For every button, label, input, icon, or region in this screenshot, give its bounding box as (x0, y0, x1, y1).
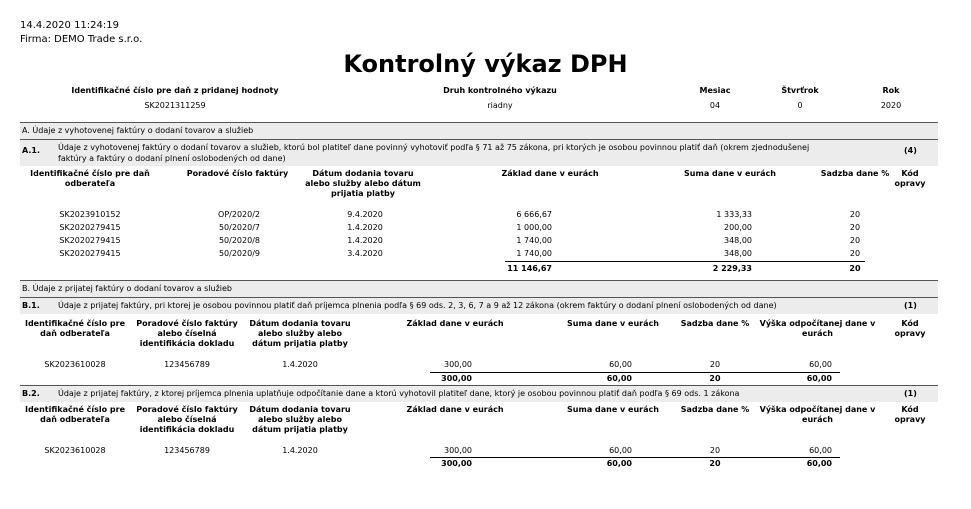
row-id: SK2023610028 (44, 360, 106, 369)
row-deducted: 60,00 (809, 446, 832, 455)
row-date: 1.4.2020 (282, 446, 318, 455)
year-label: Rok (882, 86, 900, 95)
row-tax: 60,00 (609, 360, 632, 369)
row-rate: 20 (709, 360, 721, 369)
row-base: 6 666,67 (516, 210, 552, 219)
row-invoice: 50/2020/9 (218, 249, 260, 258)
col-header-b1-id: Identifikačné číslo pre daň odberateľa (24, 319, 126, 338)
col-header-b2-base: Základ dane v eurách (406, 405, 504, 414)
total-base: 300,00 (441, 374, 472, 383)
total-deducted: 60,00 (806, 459, 832, 468)
subsection-b2-text: Údaje z prijatej faktúry, z ktorej príjemca plnenia uplatňuje odpočítanie dane a ktorú vyhotovil platiteľ dane, ktorý je osobou povinnou platiť daň podľa § 69 ods. 1 zákona (58, 389, 740, 398)
row-rate: 20 (849, 223, 861, 232)
row-id: SK2023910152 (59, 210, 121, 219)
col-header-b1-correction: Kód opravy (894, 319, 926, 338)
row-deducted: 60,00 (809, 360, 832, 369)
row-date: 3.4.2020 (347, 249, 383, 258)
total-tax: 60,00 (606, 374, 632, 383)
row-id: SK2020279415 (59, 236, 121, 245)
col-header-b2-id: Identifikačné číslo pre daň odberateľa (24, 405, 126, 424)
col-header-a-invoice: Poradové číslo faktúry (186, 169, 289, 178)
row-date: 1.4.2020 (347, 223, 383, 232)
col-header-b2-correction: Kód opravy (894, 405, 926, 424)
col-header-b2-invoice: Poradové číslo faktúry alebo číselná identifikácia dokladu (136, 405, 238, 434)
total-tax: 60,00 (606, 459, 632, 468)
row-rate: 20 (849, 210, 861, 219)
col-header-b2-deducted: Výška odpočítanej dane v eurách (759, 405, 876, 424)
row-date: 1.4.2020 (347, 236, 383, 245)
subsection-b1-text: Údaje z prijatej faktúry, pri ktorej je osobou povinnou platiť daň príjemca plnenia podľa § 69 ods. 2, 3, 6, 7 a 9 až 12 zákona (okrem faktúry o dodaní plnení oslobodených od dane) (58, 301, 777, 310)
col-header-a-tax: Suma dane v eurách (684, 169, 776, 178)
row-base: 300,00 (444, 360, 472, 369)
row-tax: 60,00 (609, 446, 632, 455)
row-invoice: 50/2020/7 (218, 223, 260, 232)
subsection-b1-count: (1) (904, 301, 917, 310)
month-label: Mesiac (699, 86, 731, 95)
row-tax: 1 333,33 (716, 210, 752, 219)
year-value: 2020 (880, 101, 902, 110)
vat-id-value: SK2021311259 (144, 101, 206, 110)
col-header-b2-date: Dátum dodania tovaru alebo služby alebo dátum prijatia platby (249, 405, 351, 434)
subsection-b2-header (20, 385, 938, 402)
row-invoice: OP/2020/2 (218, 210, 260, 219)
print-timestamp: 14.4.2020 11:24:19 (20, 20, 119, 31)
col-header-a-base: Základ dane v eurách (501, 169, 599, 178)
row-base: 300,00 (444, 446, 472, 455)
subsection-b2-code: B.2. (22, 389, 40, 398)
total-base: 11 146,67 (507, 264, 552, 273)
row-tax: 348,00 (724, 236, 752, 245)
subsection-a1-text-line1: Údaje z vyhotovenej faktúry o dodaní tovarov a služieb, ktorú bol platiteľ dane povinný vyhotoviť podľa § 71 až 75 zákona, pri ktorých je osobou povinnou platiť daň (okrem zjednodušenej (58, 143, 810, 152)
company-name: Firma: DEMO Trade s.r.o. (20, 34, 143, 45)
row-tax: 348,00 (724, 249, 752, 258)
row-rate: 20 (849, 249, 861, 258)
quarter-label: Štvrťrok (781, 86, 819, 95)
row-id: SK2023610028 (44, 446, 106, 455)
section-a-title: A. Údaje z vyhotovenej faktúry o dodaní tovarov a služieb (22, 126, 254, 135)
col-header-b1-date: Dátum dodania tovaru alebo služby alebo dátum prijatia platby (249, 319, 351, 348)
row-id: SK2020279415 (59, 249, 121, 258)
row-base: 1 740,00 (516, 249, 552, 258)
total-tax: 2 229,33 (712, 264, 752, 273)
row-base: 1 740,00 (516, 236, 552, 245)
total-divider (505, 261, 865, 262)
subsection-a1-code: A.1. (22, 146, 40, 155)
section-b-header (20, 280, 938, 297)
section-a-header (20, 122, 938, 139)
row-invoice: 123456789 (164, 360, 210, 369)
total-rate: 20 (849, 264, 861, 273)
total-rate: 20 (709, 459, 721, 468)
report-type-value: riadny (487, 101, 513, 110)
col-header-a-date: Dátum dodania tovaru alebo služby alebo dátum prijatia platby (305, 169, 421, 198)
col-header-b1-deducted: Výška odpočítanej dane v eurách (759, 319, 876, 338)
row-rate: 20 (709, 446, 721, 455)
row-date: 1.4.2020 (282, 360, 318, 369)
col-header-b1-base: Základ dane v eurách (406, 319, 504, 328)
page-title: Kontrolný výkaz DPH (343, 50, 628, 78)
row-invoice: 50/2020/8 (218, 236, 260, 245)
subsection-a1-header (20, 139, 938, 166)
col-header-b2-tax: Suma dane v eurách (567, 405, 659, 414)
section-b-title: B. Údaje z prijatej faktúry o dodaní tovarov a služieb (22, 284, 233, 293)
month-value: 04 (709, 101, 721, 110)
col-header-b1-rate: Sadzba dane % (680, 319, 750, 328)
total-deducted: 60,00 (806, 374, 832, 383)
report-type-label: Druh kontrolného výkazu (443, 86, 557, 95)
row-rate: 20 (849, 236, 861, 245)
subsection-b1-code: B.1. (22, 301, 40, 310)
col-header-b2-rate: Sadzba dane % (680, 405, 750, 414)
row-base: 1 000,00 (516, 223, 552, 232)
vat-id-label: Identifikačné číslo pre daň z pridanej hodnoty (71, 86, 279, 95)
row-date: 9.4.2020 (347, 210, 383, 219)
subsection-b1-header (20, 297, 938, 314)
col-header-b1-tax: Suma dane v eurách (567, 319, 659, 328)
quarter-value: 0 (797, 101, 803, 110)
row-id: SK2020279415 (59, 223, 121, 232)
col-header-a-rate: Sadzba dane % (820, 169, 890, 178)
total-divider (430, 457, 840, 458)
total-divider (430, 372, 840, 373)
subsection-a1-text-line2: faktúry a faktúry o dodaní plnení oslobodených od dane) (58, 154, 286, 163)
col-header-a-id: Identifikačné číslo pre daň odberateľa (30, 169, 150, 188)
row-invoice: 123456789 (164, 446, 210, 455)
subsection-a1-count: (4) (904, 146, 917, 155)
row-tax: 200,00 (724, 223, 752, 232)
subsection-b2-count: (1) (904, 389, 917, 398)
col-header-b1-invoice: Poradové číslo faktúry alebo číselná identifikácia dokladu (136, 319, 238, 348)
total-base: 300,00 (441, 459, 472, 468)
total-rate: 20 (709, 374, 721, 383)
col-header-a-correction: Kód opravy (894, 169, 926, 188)
